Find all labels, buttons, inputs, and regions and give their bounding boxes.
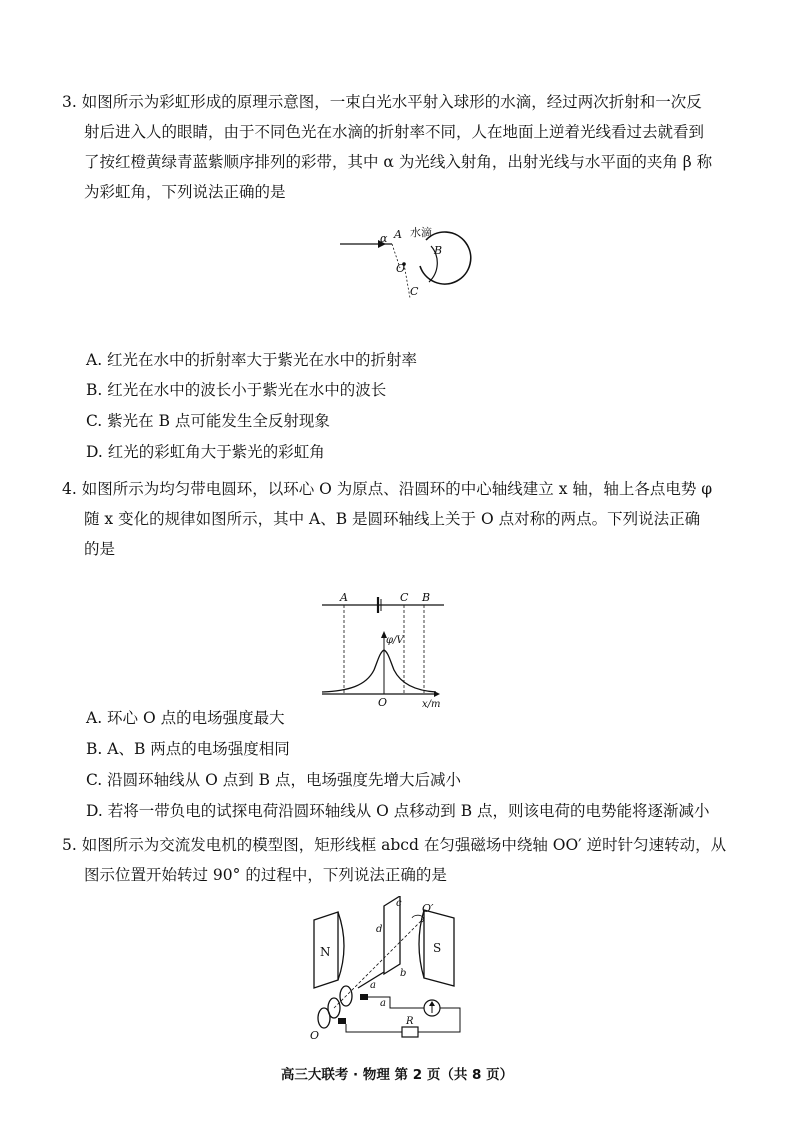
axis-o-label: O bbox=[310, 1029, 320, 1042]
q3-line-4: 为彩虹角，下列说法正确的是 bbox=[84, 183, 286, 201]
corner-b-label: b bbox=[400, 968, 407, 979]
wire-bottom bbox=[346, 1024, 402, 1032]
resistor-r bbox=[402, 1027, 418, 1037]
q3-line-2: 射后进入人的眼睛，由于不同色光在水滴的折射率不同，人在地面上逆着光线看过去就看到 bbox=[84, 123, 705, 141]
page-footer: 高三大联考 · 物理 第 2 页（共 8 页） bbox=[280, 1067, 514, 1083]
q3-option-a[interactable]: A. 红光在水中的折射率大于紫光在水中的折射率 bbox=[86, 351, 418, 369]
q3-option-c[interactable]: C. 紫光在 B 点可能发生全反射现象 bbox=[86, 412, 330, 430]
point-a-label: A bbox=[394, 228, 402, 241]
slip-ring-3 bbox=[318, 1008, 330, 1028]
point-b-label: B bbox=[434, 244, 443, 257]
point-c-label: C bbox=[400, 591, 409, 604]
potential-curve bbox=[322, 650, 436, 692]
terminal-a-label: a bbox=[380, 998, 386, 1009]
corner-c-label: c bbox=[396, 898, 402, 909]
q4-line-2: 随 x 变化的规律如图所示，其中 A、B 是圆环轴线上关于 O 点对称的两点。下列说法正确 bbox=[84, 510, 701, 528]
point-c-label: C bbox=[410, 285, 419, 298]
q3-rainbow-figure bbox=[330, 220, 490, 340]
corner-a-label: a bbox=[370, 980, 376, 991]
q4-option-b[interactable]: B. A、B 两点的电场强度相同 bbox=[86, 740, 290, 758]
q3-option-d[interactable]: D. 红光的彩虹角大于紫光的彩虹角 bbox=[86, 443, 325, 461]
origin-o-label: O bbox=[378, 696, 388, 709]
magnet-s-label: S bbox=[433, 941, 442, 955]
q5-generator-figure bbox=[300, 896, 480, 1042]
q5-line-1: 5. 如图所示为交流发电机的模型图，矩形线框 abcd 在匀强磁场中绕轴 OO′ 逆时针匀速转动，从 bbox=[62, 836, 727, 854]
q4-option-d[interactable]: D. 若将一带负电的试探电荷沿圆环轴线从 O 点移动到 B 点，则该电荷的电势能将逐渐减小 bbox=[86, 802, 710, 820]
q4-line-1: 4. 如图所示为均匀带电圆环，以环心 O 为原点、沿圆环的中心轴线建立 x 轴，轴上各点电势 φ bbox=[62, 480, 713, 498]
question-4 bbox=[62, 474, 752, 564]
brush-1 bbox=[360, 994, 368, 1000]
magnet-n-label: N bbox=[320, 945, 331, 959]
water-drop-arc bbox=[420, 232, 471, 284]
phi-axis-label: φ/V bbox=[386, 635, 404, 646]
question-3 bbox=[62, 87, 752, 207]
q3-line-1: 3. 如图所示为彩虹形成的原理示意图，一束白光水平射入球形的水滴，经过两次折射和一次反 bbox=[62, 93, 702, 111]
q4-potential-figure bbox=[318, 588, 458, 710]
q4-line-3: 的是 bbox=[84, 540, 116, 558]
q3-line-3: 了按红橙黄绿青蓝紫顺序排列的彩带，其中 α 为光线入射角，出射光线与水平面的夹角 β 称 bbox=[84, 153, 713, 171]
alpha-label: α bbox=[380, 232, 388, 245]
q4-option-c[interactable]: C. 沿圆环轴线从 O 点到 B 点，电场强度先增大后减小 bbox=[86, 771, 461, 789]
q3-option-b[interactable]: B. 红光在水中的波长小于紫光在水中的波长 bbox=[86, 381, 387, 399]
x-axis-label: x/m bbox=[422, 699, 441, 710]
wire-top bbox=[368, 997, 424, 1008]
point-b-label: B bbox=[422, 591, 431, 604]
point-a-label: A bbox=[340, 591, 348, 604]
corner-d-label: d bbox=[376, 924, 383, 935]
q4-option-a[interactable]: A. 环心 O 点的电场强度最大 bbox=[86, 709, 285, 727]
question-5 bbox=[62, 830, 752, 890]
magnet-n-face bbox=[338, 912, 344, 980]
water-drop-label: 水滴 bbox=[410, 226, 432, 239]
axis-oprime-label: O′ bbox=[422, 902, 434, 915]
brush-2 bbox=[338, 1018, 346, 1024]
resistor-r-label: R bbox=[406, 1016, 414, 1027]
center-o-label: O bbox=[396, 262, 406, 275]
q5-line-2: 图示位置开始转过 90° 的过程中，下列说法正确的是 bbox=[84, 866, 447, 884]
